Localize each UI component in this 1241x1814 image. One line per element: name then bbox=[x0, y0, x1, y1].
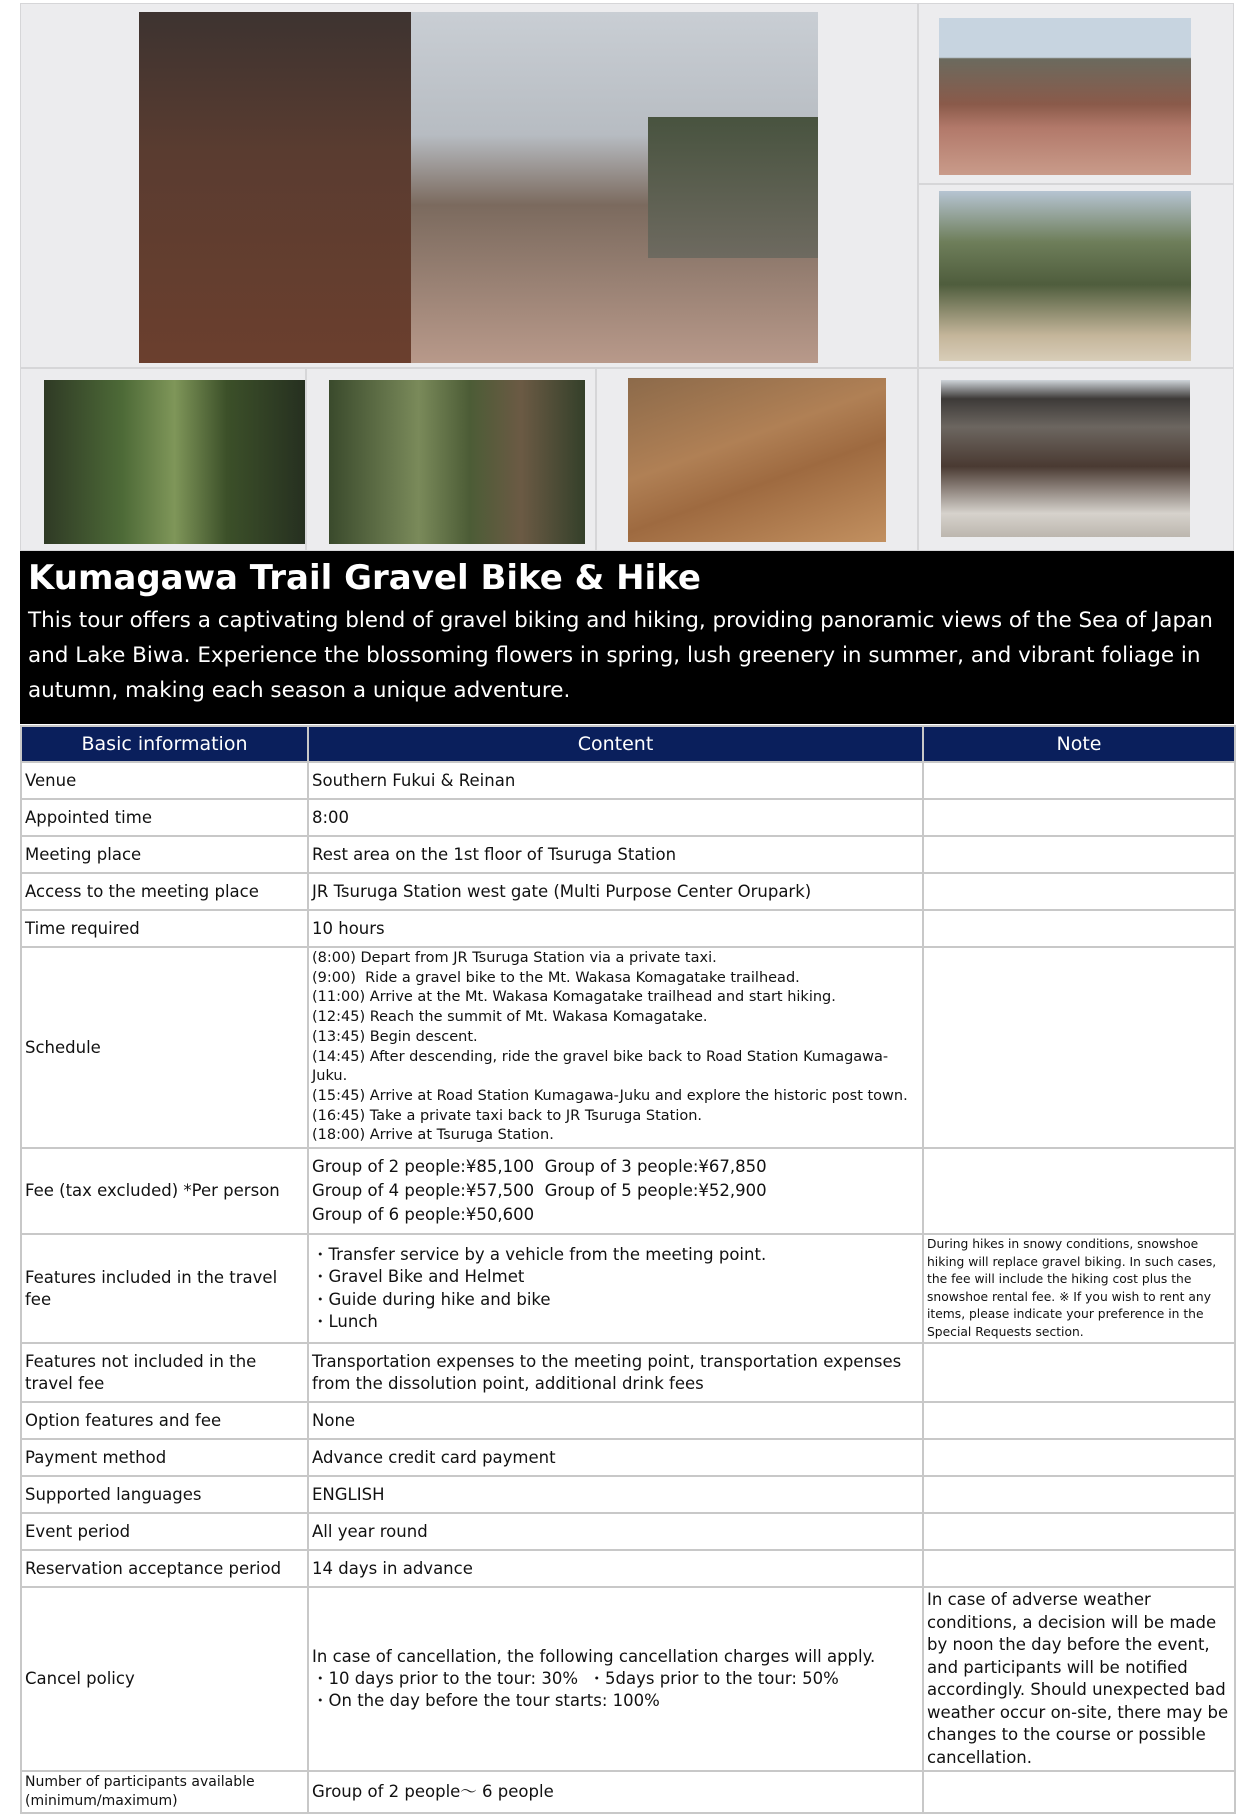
row-label: Supported languages bbox=[21, 1476, 308, 1513]
photo-cyclists-post-town bbox=[139, 12, 818, 363]
row-note bbox=[923, 1476, 1235, 1513]
table-row-appointed-time bbox=[21, 799, 1235, 836]
row-note bbox=[923, 910, 1235, 947]
gallery-cell bbox=[918, 368, 1234, 551]
schedule-item: (8:00) Depart from JR Tsuruga Station via a private taxi. bbox=[312, 950, 717, 966]
table-row-time-required bbox=[21, 910, 1235, 947]
photo-post-town-sign bbox=[939, 191, 1191, 361]
row-content: ENGLISH bbox=[308, 1476, 923, 1513]
cancel-list bbox=[308, 1587, 923, 1771]
fee-line: Group of 6 people:¥50,600 bbox=[312, 1205, 535, 1225]
header-note: Note bbox=[923, 726, 1235, 762]
row-label: Number of participants available (minimum/maximum) bbox=[21, 1771, 308, 1813]
row-label: Schedule bbox=[21, 947, 308, 1148]
gallery-cell bbox=[306, 368, 596, 551]
table-row-fee bbox=[21, 1148, 1235, 1234]
row-content: JR Tsuruga Station west gate (Multi Purpose Center Orupark) bbox=[308, 873, 923, 910]
row-content: Transportation expenses to the meeting point, transportation expenses from the dissolution point, additional drink fees bbox=[308, 1343, 923, 1402]
cancel-line: In case of cancellation, the following cancellation charges will apply. bbox=[312, 1647, 876, 1667]
photo-traditional-house bbox=[941, 380, 1190, 537]
table-header-row bbox=[21, 726, 1235, 762]
included-item: ・Gravel Bike and Helmet bbox=[312, 1267, 525, 1287]
table-row-options bbox=[21, 1402, 1235, 1439]
row-note bbox=[923, 836, 1235, 873]
included-item: ・Guide during hike and bike bbox=[312, 1289, 551, 1309]
row-label: Fee (tax excluded) *Per person bbox=[21, 1148, 308, 1234]
cancel-line: ・10 days prior to the tour: 30% ・5days prior to the tour: 50% bbox=[312, 1669, 839, 1689]
included-note: During hikes in snowy conditions, snowshoe hiking will replace gravel biking. In such cases, the fee will include the hiking cost plus the snowshoe rental fee. ※ If you wish to rent any items, please indicate your preference in the Special Requests section. bbox=[923, 1234, 1235, 1343]
row-content: Group of 2 people～ 6 people bbox=[308, 1771, 923, 1813]
gallery-cell bbox=[918, 3, 1234, 184]
row-note bbox=[923, 1343, 1235, 1402]
table-row-access bbox=[21, 873, 1235, 910]
schedule-item: (16:45) Take a private taxi back to JR Tsuruga Station. bbox=[312, 1107, 703, 1124]
table-row-meeting-place bbox=[21, 836, 1235, 873]
header-basic-information: Basic information bbox=[21, 726, 308, 762]
schedule-item: (11:00) Arrive at the Mt. Wakasa Komagatake trailhead and start hiking. bbox=[312, 989, 836, 1006]
basic-information-table bbox=[20, 725, 1236, 1814]
schedule-item: (13:45) Begin descent. bbox=[312, 1028, 478, 1045]
photo-forest-hikers bbox=[329, 380, 585, 544]
row-content: All year round bbox=[308, 1513, 923, 1550]
cancel-line: ・On the day before the tour starts: 100% bbox=[312, 1691, 660, 1711]
row-label: Features not included in the travel fee bbox=[21, 1343, 308, 1402]
row-content: 10 hours bbox=[308, 910, 923, 947]
photo-gallery bbox=[20, 3, 1234, 551]
row-content: Advance credit card payment bbox=[308, 1439, 923, 1476]
table-row-participants bbox=[21, 1771, 1235, 1813]
table-row-included bbox=[21, 1234, 1235, 1343]
gallery-cell bbox=[20, 368, 306, 551]
row-note bbox=[923, 947, 1235, 1148]
table-row-reservation bbox=[21, 1550, 1235, 1587]
row-note bbox=[923, 799, 1235, 836]
schedule-item: (15:45) Arrive at Road Station Kumagawa-Juku and explore the historic post town. bbox=[312, 1087, 908, 1104]
row-note bbox=[923, 1148, 1235, 1234]
schedule-item: (18:00) Arrive at Tsuruga Station. bbox=[312, 1127, 554, 1144]
row-note bbox=[923, 873, 1235, 910]
table-row-payment bbox=[21, 1439, 1235, 1476]
row-note bbox=[923, 1513, 1235, 1550]
included-list bbox=[308, 1234, 923, 1343]
row-label: Features included in the travel fee bbox=[21, 1234, 308, 1343]
row-label: Access to the meeting place bbox=[21, 873, 308, 910]
tour-description: This tour offers a captivating blend of gravel biking and hiking, providing panoramic views of the Sea of Japan and Lake Biwa. Experience the blossoming flowers in spring, lush greenery in summer, and vibrant foliage in autumn, making each season a unique adventure. bbox=[28, 608, 1213, 703]
fee-line: Group of 4 people:¥57,500 Group of 5 people:¥52,900 bbox=[312, 1181, 767, 1201]
schedule-item: (14:45) After descending, ride the gravel bike back to Road Station Kumagawa-Juku. bbox=[312, 1048, 889, 1085]
table-row-not-included bbox=[21, 1343, 1235, 1402]
table-row-languages bbox=[21, 1476, 1235, 1513]
photo-autumn-gravel-ride bbox=[628, 378, 886, 542]
cancel-note: In case of adverse weather conditions, a decision will be made by noon the day before the event, and participants will be notified accordingly. Should unexpected bad weather occur on-site, there may be changes to the course or possible cancellation. bbox=[923, 1587, 1235, 1771]
included-item: ・Lunch bbox=[312, 1312, 378, 1332]
table-row-venue bbox=[21, 762, 1235, 799]
tour-header bbox=[20, 551, 1234, 724]
schedule-list bbox=[308, 947, 923, 1148]
schedule-item: (9:00) Ride a gravel bike to the Mt. Wakasa Komagatake trailhead. bbox=[312, 969, 800, 986]
gallery-cell bbox=[596, 368, 918, 551]
photo-forest-hike bbox=[44, 380, 305, 544]
included-item: ・Transfer service by a vehicle from the meeting point. bbox=[312, 1244, 767, 1264]
table-row-schedule bbox=[21, 947, 1235, 1148]
row-content: None bbox=[308, 1402, 923, 1439]
row-label: Venue bbox=[21, 762, 308, 799]
header-content: Content bbox=[308, 726, 923, 762]
table-row-event-period bbox=[21, 1513, 1235, 1550]
row-note bbox=[923, 1439, 1235, 1476]
schedule-item: (12:45) Reach the summit of Mt. Wakasa Komagatake. bbox=[312, 1009, 708, 1026]
row-note bbox=[923, 762, 1235, 799]
photo-historic-street bbox=[939, 18, 1191, 175]
row-note bbox=[923, 1550, 1235, 1587]
row-content: 8:00 bbox=[308, 799, 923, 836]
row-note bbox=[923, 1771, 1235, 1813]
gallery-cell bbox=[918, 184, 1234, 368]
row-note bbox=[923, 1402, 1235, 1439]
gallery-cell bbox=[20, 3, 918, 368]
tour-title: Kumagawa Trail Gravel Bike & Hike bbox=[28, 558, 701, 598]
row-label: Payment method bbox=[21, 1439, 308, 1476]
row-label: Reservation acceptance period bbox=[21, 1550, 308, 1587]
fee-list bbox=[308, 1148, 923, 1234]
row-content: Rest area on the 1st floor of Tsuruga Station bbox=[308, 836, 923, 873]
row-label: Event period bbox=[21, 1513, 308, 1550]
row-label: Option features and fee bbox=[21, 1402, 308, 1439]
row-label: Appointed time bbox=[21, 799, 308, 836]
row-label: Time required bbox=[21, 910, 308, 947]
row-content: Southern Fukui & Reinan bbox=[308, 762, 923, 799]
row-label: Cancel policy bbox=[21, 1587, 308, 1771]
table-row-cancel-policy bbox=[21, 1587, 1235, 1771]
row-label: Meeting place bbox=[21, 836, 308, 873]
row-content: 14 days in advance bbox=[308, 1550, 923, 1587]
fee-line: Group of 2 people:¥85,100 Group of 3 people:¥67,850 bbox=[312, 1157, 767, 1177]
